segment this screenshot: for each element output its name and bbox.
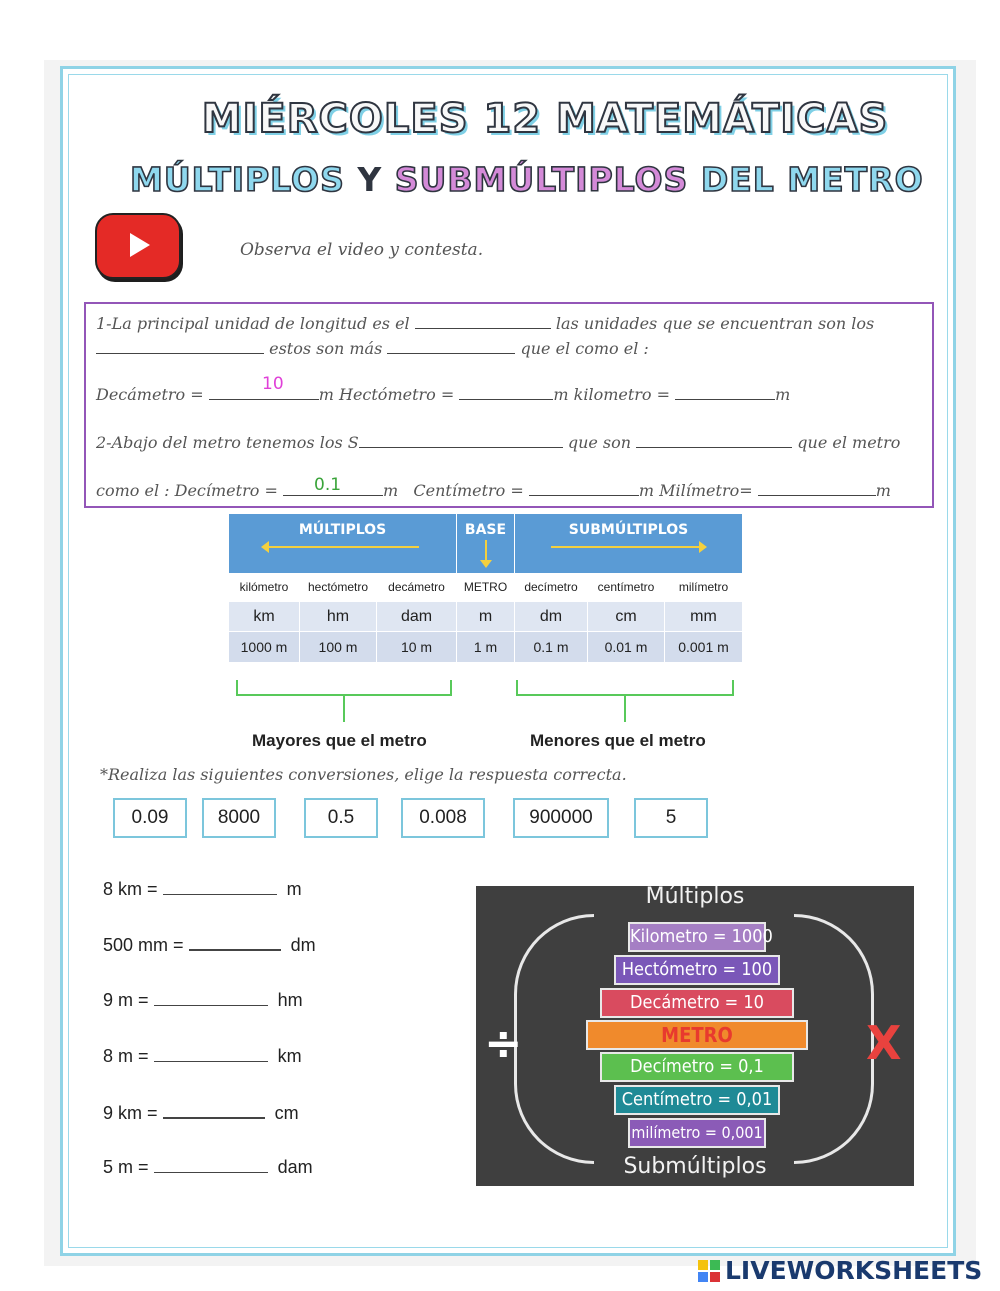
unit-value-km: 1000 m bbox=[229, 632, 299, 662]
decimetro-label: como el : Decímetro = bbox=[96, 481, 278, 500]
q2-text-c: que el metro bbox=[797, 433, 901, 452]
unit-symbol-cm: cm bbox=[588, 602, 664, 631]
milimetro-blank[interactable] bbox=[758, 479, 876, 496]
conversion-6-blank[interactable] bbox=[154, 1154, 268, 1173]
chalk-row-milimetro: milímetro = 0,001 bbox=[628, 1118, 766, 1148]
unit-name-m: METRO bbox=[457, 573, 514, 601]
unit-value-dam: 10 m bbox=[377, 632, 456, 662]
unit-name-km: kilómetro bbox=[229, 573, 299, 601]
unit-name-cm: centímetro bbox=[588, 573, 664, 601]
q2-text-a: 2-Abajo del metro tenemos los S bbox=[96, 433, 359, 452]
kilometro-blank[interactable] bbox=[675, 383, 775, 400]
left-arrow-icon bbox=[267, 546, 419, 548]
subtitle-y: Y bbox=[357, 160, 383, 199]
unit-name-dam: decámetro bbox=[377, 573, 456, 601]
conversion-3-blank[interactable] bbox=[154, 987, 268, 1006]
chalk-row-centimetro: Centímetro = 0,01 bbox=[614, 1085, 780, 1115]
play-triangle-icon bbox=[130, 233, 150, 257]
q1-line3 bbox=[96, 383, 790, 404]
submultiples-header-label: SUBMÚLTIPLOS bbox=[568, 522, 689, 538]
answer-decimetro[interactable]: 0.1 bbox=[314, 475, 342, 495]
unit-value-m: 1 m bbox=[457, 632, 514, 662]
conversion-row-2 bbox=[103, 931, 316, 956]
chalk-row-metro: METRO bbox=[586, 1020, 808, 1050]
conversion-row-4 bbox=[103, 1043, 302, 1067]
subtitle-del-metro: DEL METRO bbox=[700, 160, 924, 199]
conversion-6-left: 5 m = bbox=[103, 1157, 149, 1177]
conversion-1-unit: m bbox=[286, 879, 302, 899]
kilometro-unit: m bbox=[775, 385, 791, 404]
conversion-4-left: 8 m = bbox=[103, 1046, 149, 1066]
centimetro-blank[interactable] bbox=[529, 479, 639, 496]
multiples-bracket-stem bbox=[343, 696, 345, 722]
hectometro-blank[interactable] bbox=[459, 383, 553, 400]
page-subtitle bbox=[130, 160, 924, 199]
down-arrow-icon bbox=[485, 540, 487, 562]
greater-than-meter-label: Mayores que el metro bbox=[252, 731, 427, 750]
conversion-2-left: 500 mm = bbox=[103, 935, 184, 955]
q1-text-a: 1-La principal unidad de longitud es el bbox=[96, 314, 410, 333]
conversion-5-blank[interactable] bbox=[163, 1099, 265, 1119]
kilometro-label: m kilometro = bbox=[553, 385, 671, 404]
left-arc-arrow-icon bbox=[514, 914, 594, 1164]
option-0-09[interactable]: 0.09 bbox=[113, 798, 187, 838]
conversion-1-left: 8 km = bbox=[103, 879, 158, 899]
q1-blank-units[interactable] bbox=[96, 337, 264, 354]
unit-value-dm: 0.1 m bbox=[515, 632, 587, 662]
conversion-2-blank[interactable] bbox=[189, 931, 281, 951]
decametro-label: Decámetro = bbox=[96, 385, 204, 404]
q1-line1 bbox=[96, 312, 874, 333]
chalk-row-kilometro: Kilometro = 1000 bbox=[628, 922, 766, 952]
unit-name-hm: hectómetro bbox=[300, 573, 376, 601]
centimetro-label: Centímetro = bbox=[413, 481, 524, 500]
unit-symbol-dam: dam bbox=[377, 602, 456, 631]
conversion-row-5 bbox=[103, 1099, 299, 1124]
option-0-008[interactable]: 0.008 bbox=[401, 798, 485, 838]
conversion-5-unit: cm bbox=[274, 1103, 299, 1123]
unit-value-hm: 100 m bbox=[300, 632, 376, 662]
conversion-3-left: 9 m = bbox=[103, 990, 149, 1010]
option-900000[interactable]: 900000 bbox=[513, 798, 609, 838]
unit-symbol-hm: hm bbox=[300, 602, 376, 631]
metric-units-table bbox=[229, 514, 742, 664]
option-5[interactable]: 5 bbox=[634, 798, 708, 838]
q1-line2 bbox=[96, 337, 649, 358]
divide-icon: ÷ bbox=[484, 1016, 523, 1070]
conversion-6-unit: dam bbox=[277, 1157, 313, 1177]
chalk-row-decametro: Decámetro = 10 bbox=[600, 988, 794, 1018]
right-arrow-icon bbox=[551, 546, 701, 548]
unit-name-dm: decímetro bbox=[515, 573, 587, 601]
conversion-2-unit: dm bbox=[290, 935, 316, 955]
subtitle-multiplos: MÚLTIPLOS bbox=[130, 160, 345, 199]
chalkboard-multiples-label: Múltiplos bbox=[645, 886, 745, 909]
hectometro-label: m Hectómetro = bbox=[318, 385, 455, 404]
liveworksheets-logo-icon bbox=[698, 1260, 720, 1282]
q2-blank-submultiplos[interactable] bbox=[359, 431, 563, 448]
decimetro-unit: m bbox=[382, 481, 399, 500]
answer-decametro[interactable]: 10 bbox=[262, 374, 284, 394]
smaller-than-meter-label: Menores que el metro bbox=[530, 731, 706, 750]
subtitle-submultiplos: SUBMÚLTIPLOS bbox=[394, 160, 689, 199]
liveworksheets-logo-text: LIVEWORKSHEETS bbox=[725, 1256, 983, 1285]
unit-value-cm: 0.01 m bbox=[588, 632, 664, 662]
page-title: MIÉRCOLES 12 MATEMÁTICAS bbox=[201, 96, 889, 142]
base-header-label: BASE bbox=[464, 522, 507, 538]
q1-blank-comparison[interactable] bbox=[387, 337, 515, 354]
conversion-row-3 bbox=[103, 987, 303, 1011]
unit-symbol-mm: mm bbox=[665, 602, 742, 631]
youtube-play-icon[interactable] bbox=[95, 213, 181, 279]
multiply-icon: X bbox=[866, 1016, 902, 1070]
milimetro-unit: m bbox=[875, 481, 891, 500]
q1-blank-unit[interactable] bbox=[415, 312, 551, 329]
unit-symbol-dm: dm bbox=[515, 602, 587, 631]
chalk-row-hectometro: Hectómetro = 100 bbox=[614, 955, 780, 985]
conversion-4-unit: km bbox=[277, 1046, 302, 1066]
q2-line2 bbox=[96, 479, 891, 500]
unit-value-mm: 0.001 m bbox=[665, 632, 742, 662]
q2-text-b: que son bbox=[567, 433, 632, 452]
conversion-row-6 bbox=[103, 1154, 313, 1178]
conversion-5-left: 9 km = bbox=[103, 1103, 158, 1123]
submultiples-header bbox=[515, 514, 742, 573]
submultiples-bracket-stem bbox=[624, 696, 626, 722]
multiples-header bbox=[229, 514, 456, 573]
multiples-bracket bbox=[236, 680, 452, 696]
q1-text-c: estos son más bbox=[269, 339, 383, 358]
option-8000[interactable]: 8000 bbox=[202, 798, 276, 838]
unit-symbol-km: km bbox=[229, 602, 299, 631]
unit-name-mm: milímetro bbox=[665, 573, 742, 601]
chalk-row-decimetro: Decímetro = 0,1 bbox=[600, 1052, 794, 1082]
conversions-instruction: *Realiza las siguientes conversiones, elige la respuesta correcta. bbox=[100, 765, 627, 784]
milimetro-label: m Milímetro= bbox=[638, 481, 753, 500]
q2-line1 bbox=[96, 431, 900, 452]
submultiples-bracket bbox=[516, 680, 734, 696]
q1-text-d: que el como el : bbox=[520, 339, 649, 358]
conversion-4-blank[interactable] bbox=[154, 1043, 268, 1062]
conversion-3-unit: hm bbox=[277, 990, 303, 1010]
q1-text-b: las unidades que se encuentran son los bbox=[555, 314, 875, 333]
unit-symbol-m: m bbox=[457, 602, 514, 631]
video-instruction: Observa el video y contesta. bbox=[240, 240, 484, 260]
conversion-row-1 bbox=[103, 876, 302, 900]
multiples-header-label: MÚLTIPLOS bbox=[298, 522, 387, 538]
metric-chalkboard-image bbox=[476, 886, 914, 1186]
q2-blank-comparison[interactable] bbox=[636, 431, 792, 448]
option-0-5[interactable]: 0.5 bbox=[304, 798, 378, 838]
conversion-1-blank[interactable] bbox=[163, 876, 277, 895]
base-header bbox=[457, 514, 514, 573]
chalkboard-submultiples-label: Submúltiplos bbox=[623, 1154, 767, 1179]
